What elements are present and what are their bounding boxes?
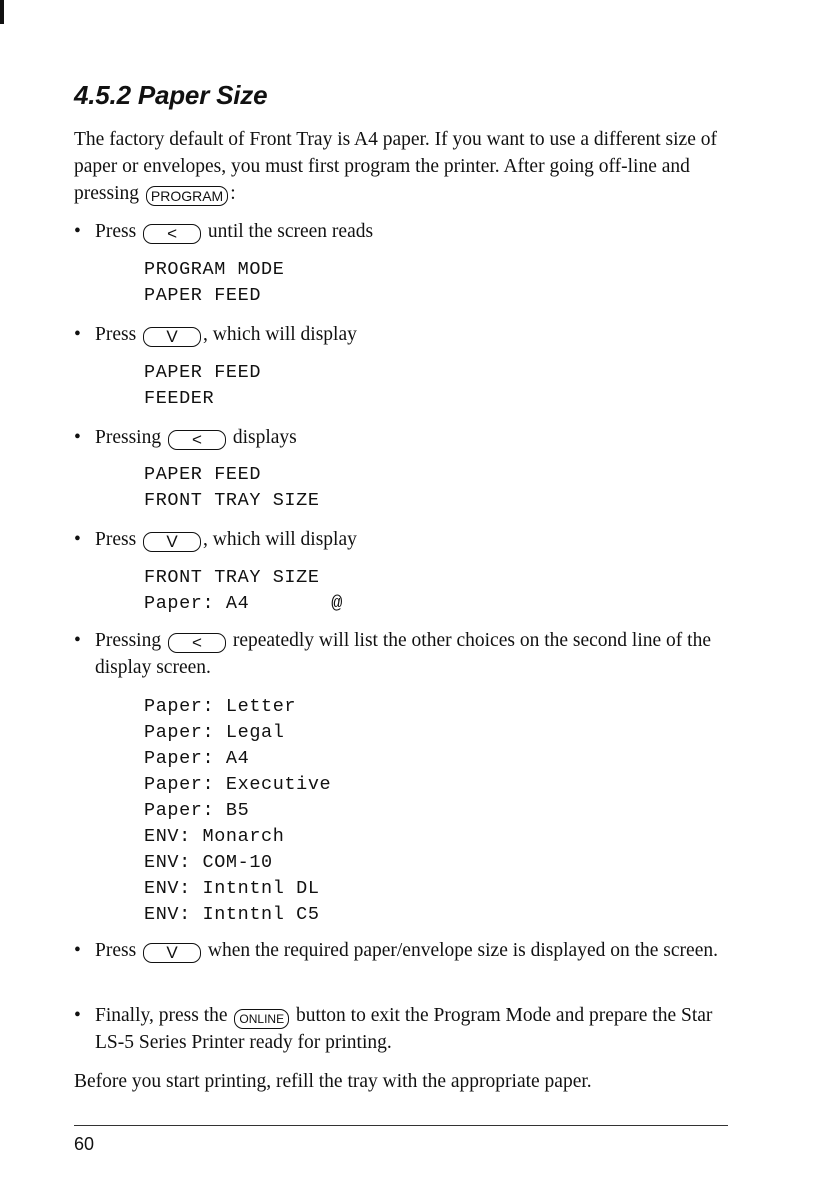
step-text: , which will display [203,529,357,550]
screen-line: FRONT TRAY SIZE [144,567,320,588]
left-arrow-key: < [168,430,226,450]
closing-paragraph: Before you start printing, refill the tray with the appropriate paper. [74,1071,592,1092]
program-key: PROGRAM [146,186,228,206]
display-screen-1 [144,257,284,309]
step-verb: Press [95,940,137,961]
screen-line: PAPER FEED [144,285,262,306]
final-step-text: button to exit the Program Mode and prepare the Star LS-5 Series Printer ready for printing. [95,1005,713,1053]
screen-line: Paper: Executive [144,774,332,795]
step-text: displays [232,427,297,448]
step-text: repeatedly will list the other choices on the second line of the display screen. [95,630,711,678]
display-screen-5 [144,694,331,928]
screen-line: ENV: Monarch [144,826,285,847]
step-verb: Press [95,221,137,242]
left-arrow-key: < [168,633,226,653]
down-arrow-key: V [143,327,201,347]
bullet-dot: • [74,427,81,448]
screen-line: Paper: Letter [144,696,297,717]
screen-line: Paper: Legal [144,722,285,743]
scan-margin-mark [0,0,4,24]
intro-text: The factory default of Front Tray is A4 paper. If you want to use a different size of paper or envelopes, you must first program the printer. After going off-line and pressing [74,129,717,204]
section-title: 4.5.2 Paper Size [74,80,268,110]
display-screen-3 [144,462,320,514]
bullet-dot: • [74,630,81,651]
screen-line: FRONT TRAY SIZE [144,490,320,511]
screen-line: FEEDER [144,388,215,409]
intro-paragraph [74,126,730,207]
screen-line: PAPER FEED [144,362,262,383]
screen-line: PROGRAM MODE [144,259,285,280]
step-text: when the required paper/envelope size is displayed on the screen. [207,940,718,961]
display-screen-2 [144,360,261,412]
bullet-dot: • [74,221,81,242]
footer-rule [74,1125,728,1126]
step-verb: Pressing [95,427,162,448]
down-arrow-key: V [143,943,201,963]
intro-tail: : [230,183,236,204]
screen-line: Paper: A4 @ [144,593,343,614]
screen-line: ENV: Intntnl DL [144,878,320,899]
step-verb: Pressing [95,630,162,651]
screen-line: PAPER FEED [144,464,262,485]
step-verb: Press [95,529,137,550]
bullet-dot: • [74,940,81,961]
screen-line: ENV: COM-10 [144,852,273,873]
step-text: until the screen reads [207,221,374,242]
bullet-dot: • [74,529,81,550]
step-text: , which will display [203,324,357,345]
final-step-lead: Finally, press the [95,1005,228,1026]
down-arrow-key: V [143,532,201,552]
bullet-dot: • [74,324,81,345]
display-screen-4 [144,565,343,617]
online-key: ONLINE [234,1009,289,1029]
screen-line: Paper: A4 [144,748,250,769]
screen-line: Paper: B5 [144,800,250,821]
bullet-dot: • [74,1005,81,1026]
left-arrow-key: < [143,224,201,244]
page-number: 60 [74,1134,95,1154]
screen-line: ENV: Intntnl C5 [144,904,320,925]
step-verb: Press [95,324,137,345]
